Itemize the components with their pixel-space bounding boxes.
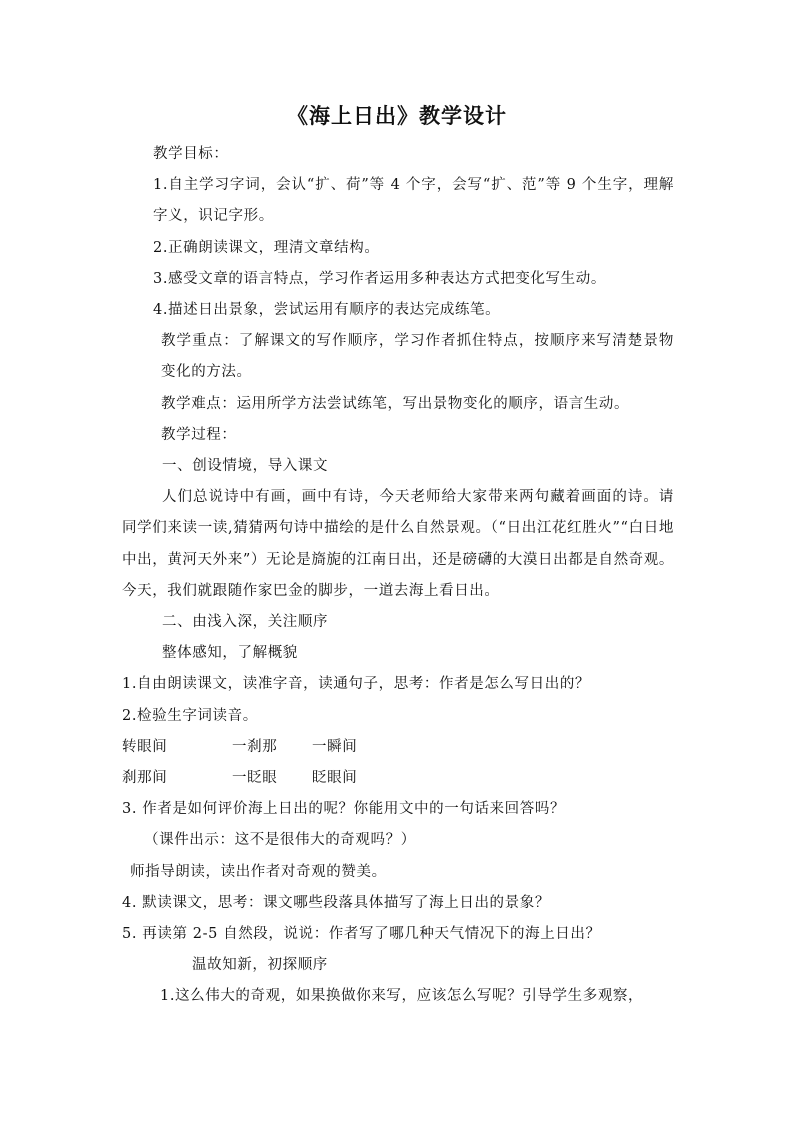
step-item: 2.检验生字词读音。 — [122, 707, 258, 724]
section2-subheading: 温故知新，初探顺序 — [192, 957, 328, 974]
vocab-row — [122, 763, 674, 794]
objective-item: 3.感受文章的语言特点，学习作者运用多种表达方式把变化写生动。 — [153, 270, 606, 287]
vocab-word: 一刹那 — [232, 738, 278, 755]
objectives-heading: 教学目标： — [153, 146, 229, 162]
section1-heading: 一、创设情境，导入课文 — [162, 458, 329, 475]
vocab-word: 转眼间 — [122, 738, 168, 755]
difficulties: 教学难点：运用所学方法尝试练笔，写出景物变化的顺序，语言生动。 — [161, 395, 630, 412]
document-body — [122, 139, 674, 1013]
objective-item: 2.正确朗读课文，理清文章结构。 — [153, 239, 380, 256]
page-title: 《海上日出》教学设计 — [287, 104, 507, 128]
vocab-word: 一瞬间 — [312, 738, 358, 755]
process-heading: 教学过程： — [161, 426, 237, 443]
step-item: 1.自由朗读课文，读准字音，读通句子，思考：作者是怎么写日出的？ — [122, 676, 591, 693]
objective-item: 1.自主学习字词，会认“扩、荷”等 4 个字，会写“扩、范”等 9 个生字，理解字义，识记字形。 — [153, 177, 674, 225]
section2-subheading: 整体感知，了解概貌 — [162, 645, 298, 662]
vocab-row — [122, 732, 674, 763]
vocab-word: 眨眼间 — [312, 770, 358, 787]
step-guide: 师指导朗读，读出作者对奇观的赞美。 — [130, 863, 387, 880]
step-note: （课件出示：这不是很伟大的奇观吗？） — [144, 832, 416, 849]
section2-heading: 二、由浅入深，关注顺序 — [162, 614, 329, 631]
vocab-word: 一眨眼 — [232, 770, 278, 787]
step-item: 5. 再读第 2-5 自然段，说说：作者写了哪几种天气情况下的海上日出？ — [122, 926, 601, 943]
key-points: 教学重点：了解课文的写作顺序，学习作者抓住特点，按顺序来写清楚景物变化的方法。 — [161, 333, 674, 381]
vocab-word: 刹那间 — [122, 770, 168, 787]
step-item: 3. 作者是如何评价海上日出的呢？你能用文中的一句话来回答吗？ — [122, 801, 566, 818]
section1-paragraph: 人们总说诗中有画，画中有诗，今天老师给大家带来两句藏着画面的诗。请同学们来读一读,猜猜两句诗中描绘的是什么自然景观。（“日出江花红胜火”“白日地中出，黄河天外来”）无论是旖旎的江南日出，还是磅礴的大漠日出都是自然奇观。今天，我们就跟随作家巴金的脚步，一道去海上看日出。 — [122, 489, 674, 599]
objective-item: 4.描述日出景象，尝试运用有顺序的表达完成练笔。 — [153, 302, 501, 319]
step-item: 1.这么伟大的奇观，如果换做你来写，应该怎么写呢？引导学生多观察， — [160, 988, 644, 1005]
step-item: 4. 默读课文，思考：课文哪些段落具体描写了海上日出的景象？ — [122, 894, 550, 911]
